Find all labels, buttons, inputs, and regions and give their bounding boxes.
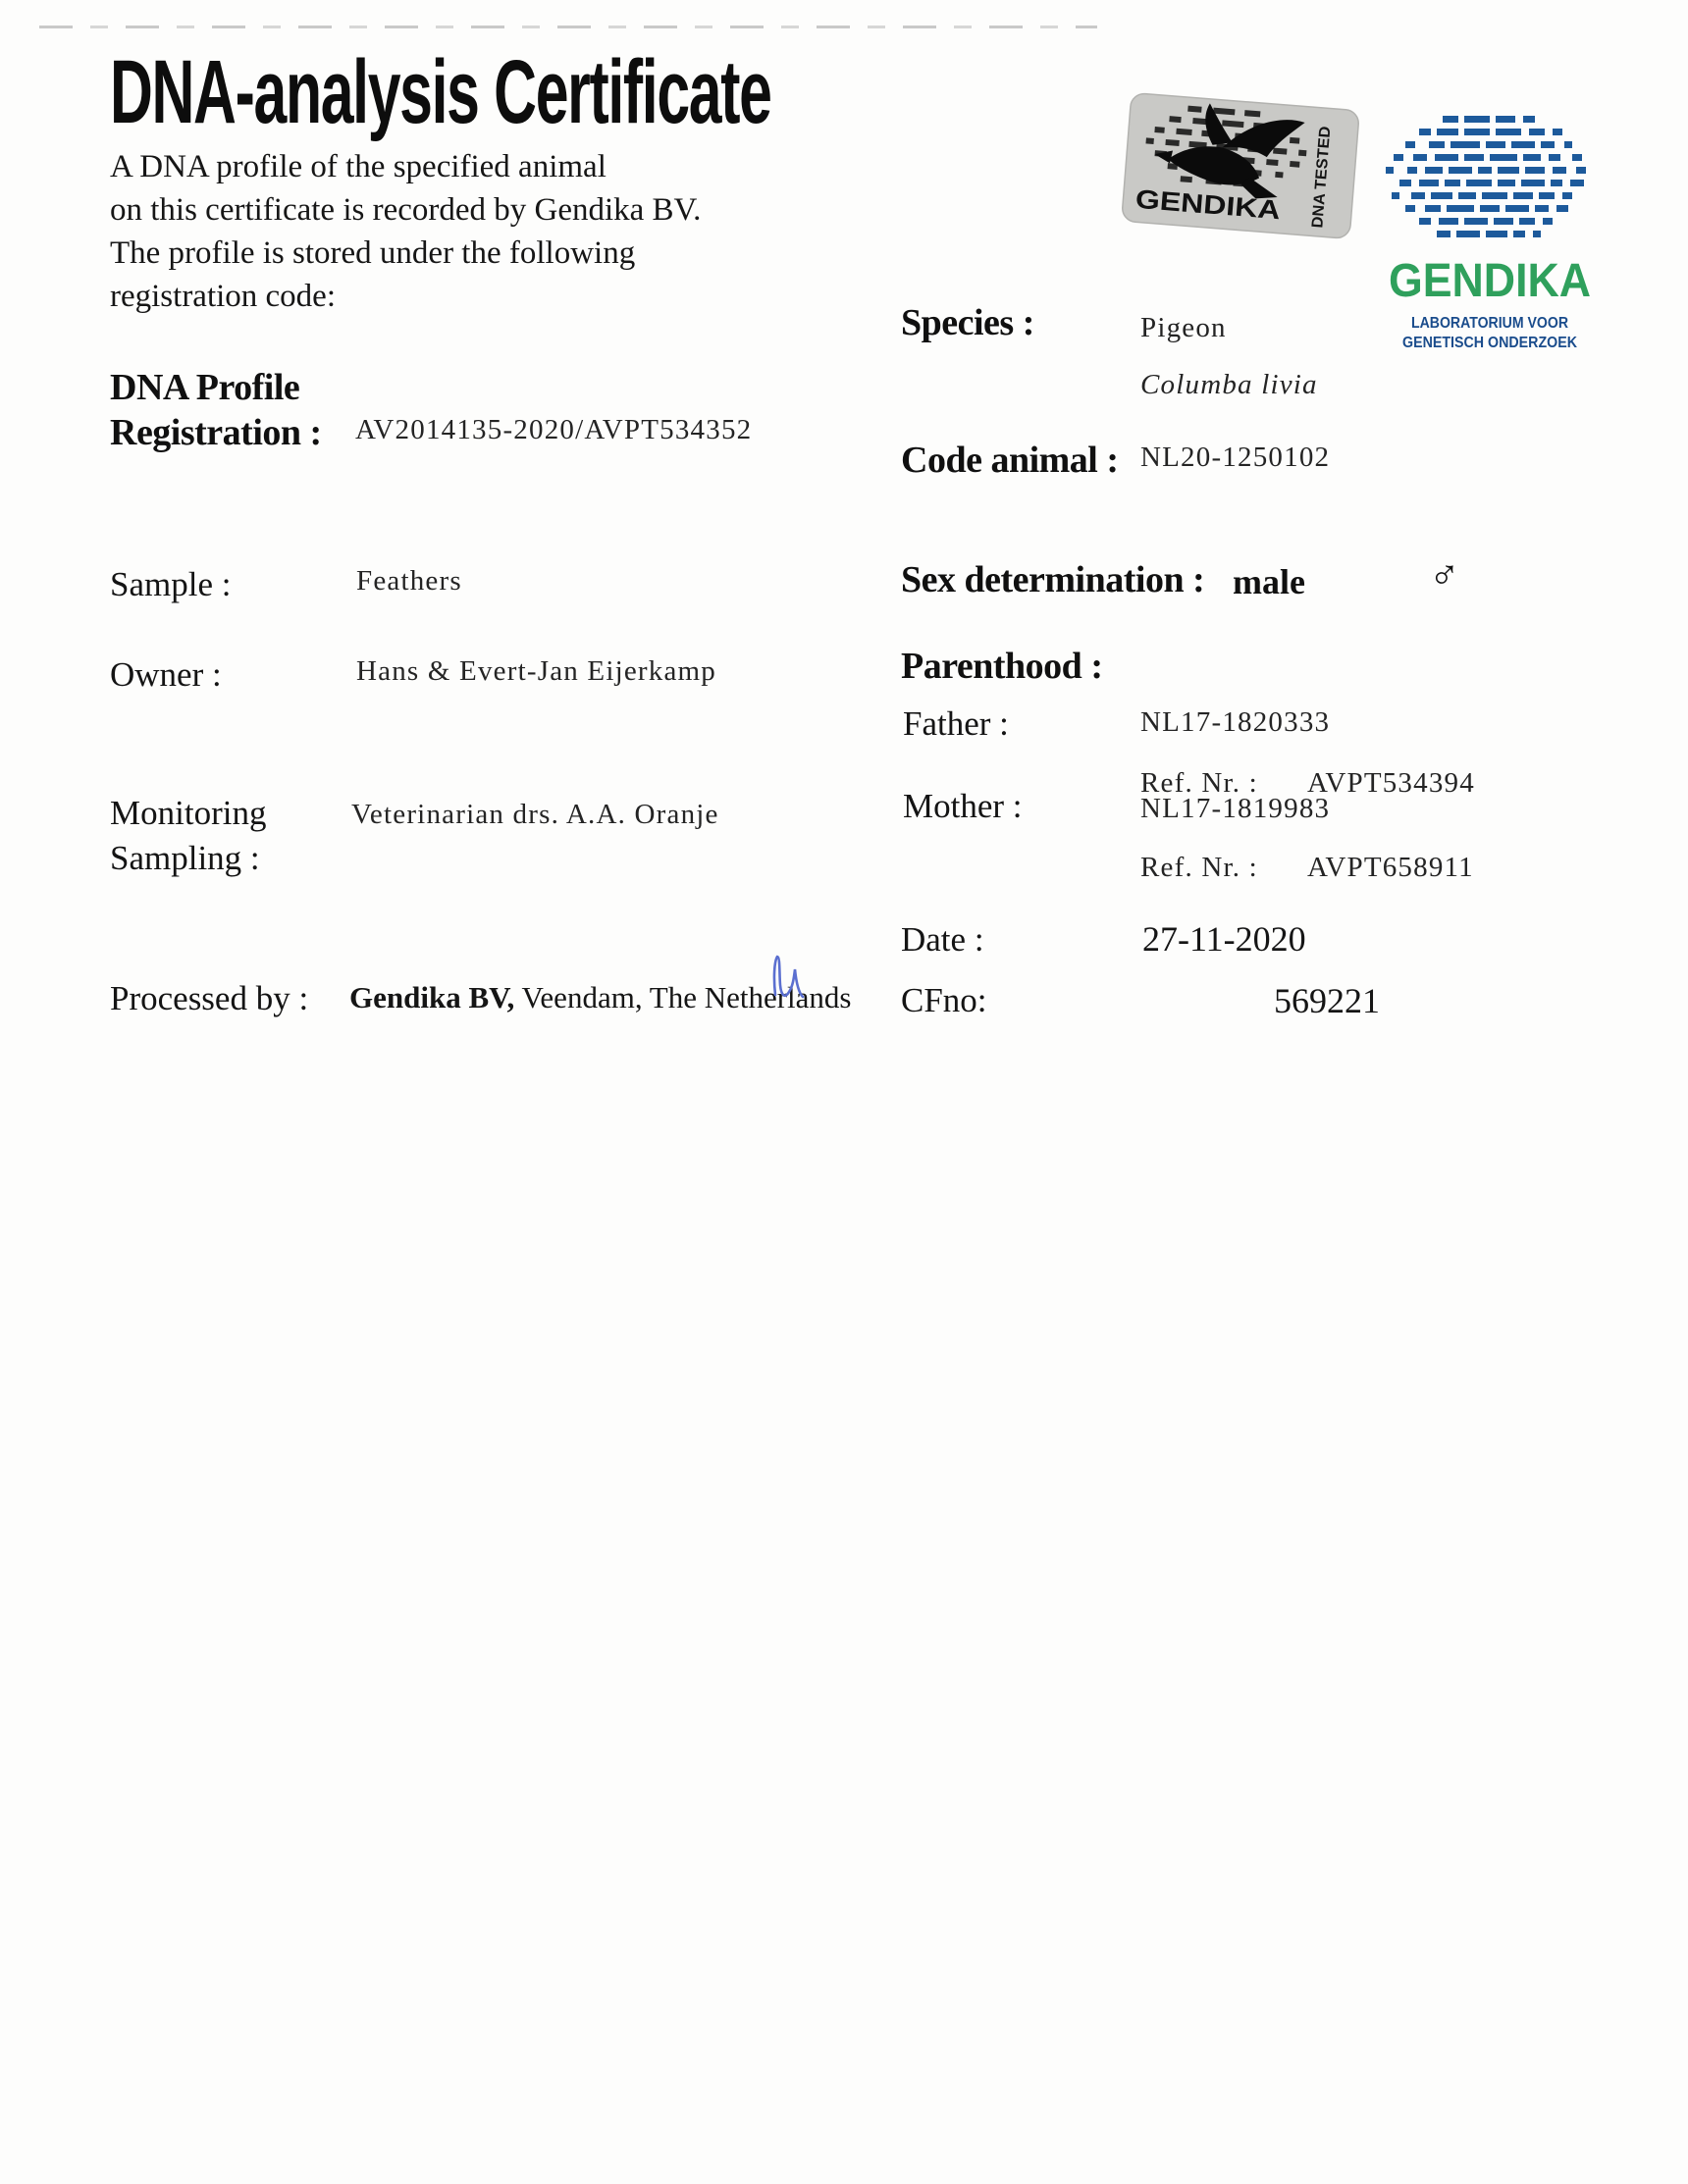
intro-paragraph (110, 145, 701, 318)
logo-gel-bands (1386, 116, 1586, 237)
monitoring-label (110, 791, 266, 881)
cfno-value: 569221 (1274, 981, 1380, 1020)
registration-value: AV2014135-2020/AVPT534352 (355, 414, 753, 445)
sex-determination-label: Sex determination : (901, 559, 1205, 600)
mother-value: NL17-1819983 (1140, 793, 1331, 824)
species-latin-name: Columba livia (1140, 369, 1318, 400)
code-animal-label: Code animal : (901, 440, 1119, 481)
monitoring-label-line1: Monitoring (110, 794, 267, 832)
owner-label: Owner : (110, 655, 222, 694)
father-ref-value: AVPT534394 (1306, 767, 1475, 799)
parenthood-label: Parenthood : (901, 646, 1103, 687)
intro-line: on this certificate is recorded by Gendika BV. (110, 192, 702, 228)
dna-tested-sticker-graphic (1120, 91, 1361, 240)
sex-value: male (1233, 562, 1305, 601)
intro-line: A DNA profile of the specified animal (110, 149, 607, 184)
dna-tested-sticker (1120, 91, 1361, 240)
sample-value: Feathers (356, 565, 462, 597)
mother-ref-label: Ref. Nr. : (1140, 852, 1258, 883)
logo-brand-text: GENDIKA (1389, 255, 1591, 307)
sticker-brand-text: GENDIKA (1134, 183, 1259, 224)
gendika-logo-graphic (1386, 114, 1594, 355)
monitoring-label-line2: Sampling : (110, 839, 260, 877)
logo-tagline-line1: LABORATORIUM VOOR (1411, 315, 1568, 332)
signature-initial-icon (769, 950, 807, 1009)
logo-tagline-line2: GENETISCH ONDERZOEK (1402, 335, 1578, 351)
date-value: 27-11-2020 (1142, 919, 1306, 959)
date-label: Date : (901, 920, 984, 959)
species-value: Pigeon (1140, 312, 1227, 343)
code-animal-value: NL20-1250102 (1140, 442, 1331, 473)
species-label: Species : (901, 302, 1034, 343)
sticker-dna-tested-text: DNA TESTED (1309, 128, 1335, 230)
processed-by-company: Gendika BV, (349, 980, 515, 1014)
intro-line: The profile is stored under the following (110, 235, 636, 271)
registration-label (110, 365, 322, 455)
processed-by-location: Veendam, The Netherlands (514, 980, 852, 1014)
monitoring-value: Veterinarian drs. A.A. Oranje (351, 799, 719, 830)
father-value: NL17-1820333 (1140, 706, 1331, 738)
sample-label: Sample : (110, 565, 232, 603)
mother-ref-value: AVPT658911 (1306, 852, 1474, 883)
page-title: DNA-analysis Certificate (110, 42, 771, 142)
male-symbol-icon: ♂ (1429, 553, 1460, 598)
registration-label-line1: DNA Profile (110, 367, 300, 408)
owner-value: Hans & Evert-Jan Eijerkamp (356, 655, 717, 687)
registration-label-line2: Registration : (110, 412, 322, 453)
father-ref-label: Ref. Nr. : (1140, 767, 1258, 799)
mother-label: Mother : (903, 787, 1023, 825)
intro-line: registration code: (110, 279, 337, 314)
processed-by-label: Processed by : (110, 979, 309, 1017)
scan-artifact-line (39, 26, 1097, 28)
cfno-label: CFno: (901, 981, 987, 1019)
mother-ref-row (1140, 852, 1474, 884)
gendika-logo (1386, 114, 1594, 355)
father-label: Father : (903, 704, 1009, 743)
